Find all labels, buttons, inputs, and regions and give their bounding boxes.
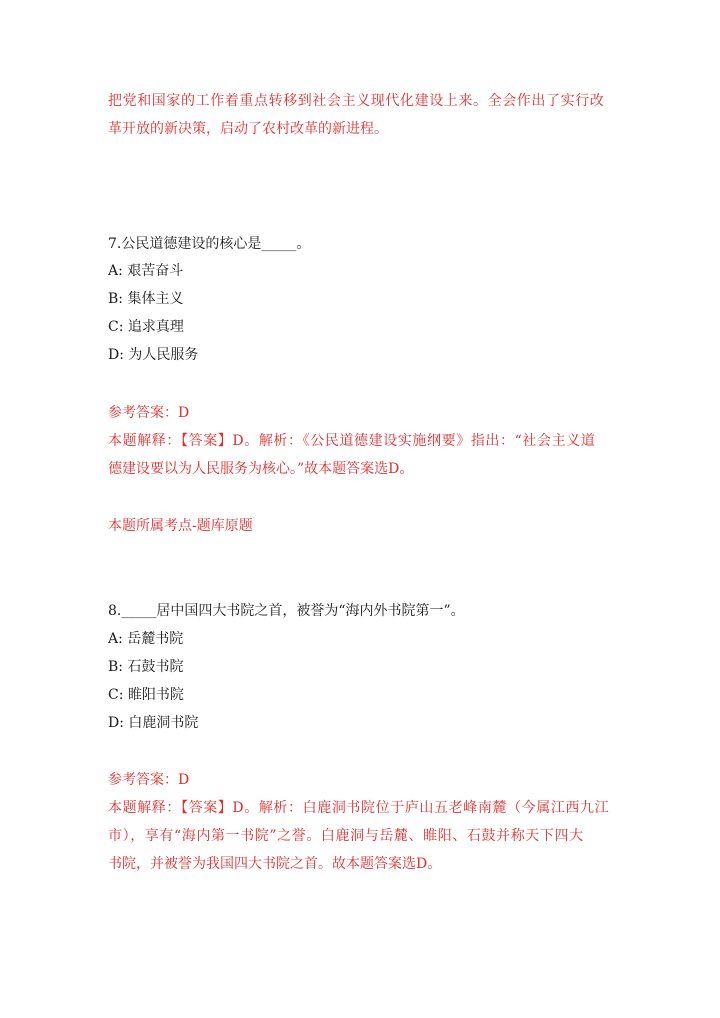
- question-8-option-d: D: 白鹿洞书院: [108, 715, 199, 731]
- question-7-source: 本题所属考点-题库原题: [108, 518, 253, 534]
- prev-explanation-line-1: 把党和国家的工作着重点转移到社会主义现代化建设上来。全会作出了实行改: [108, 93, 605, 109]
- question-8-explanation-line-1: 本题解释：【答案】D。解析：白鹿洞书院位于庐山五老峰南麓（今属江西九江: [108, 800, 610, 816]
- question-8-option-b: B: 石鼓书院: [108, 659, 184, 675]
- question-7-option-d: D: 为人民服务: [108, 347, 199, 363]
- question-8-answer: 参考答案：D: [108, 772, 190, 788]
- prev-explanation-line-2: 革开放的新决策，启动了农村改革的新进程。: [108, 121, 388, 137]
- question-7-answer: 参考答案：D: [108, 405, 190, 421]
- question-7-explanation-line-1: 本题解释：【答案】D。解析：《公民道德建设实施纲要》指出：“社会主义道: [108, 433, 596, 449]
- question-8-option-c: C: 睢阳书院: [108, 687, 184, 703]
- question-8-explanation-line-2: 市），享有“海内第一书院”之誉。白鹿洞与岳麓、睢阳、石鼓并称天下四大: [108, 828, 584, 844]
- question-7-explanation-line-2: 德建设要以为人民服务为核心。”故本题答案选D。: [108, 461, 414, 477]
- question-8-stem: 8._____居中国四大书院之首，被誉为“海内外书院第一”。: [108, 603, 465, 619]
- question-7-option-b: B: 集体主义: [108, 291, 184, 307]
- question-7-option-c: C: 追求真理: [108, 319, 184, 335]
- question-8-explanation-line-3: 书院，并被誉为我国四大书院之首。故本题答案选D。: [108, 856, 442, 872]
- question-8-option-a: A: 岳麓书院: [108, 631, 184, 647]
- question-7-stem: 7.公民道德建设的核心是_____。: [108, 236, 311, 252]
- question-7-option-a: A: 艰苦奋斗: [108, 263, 184, 279]
